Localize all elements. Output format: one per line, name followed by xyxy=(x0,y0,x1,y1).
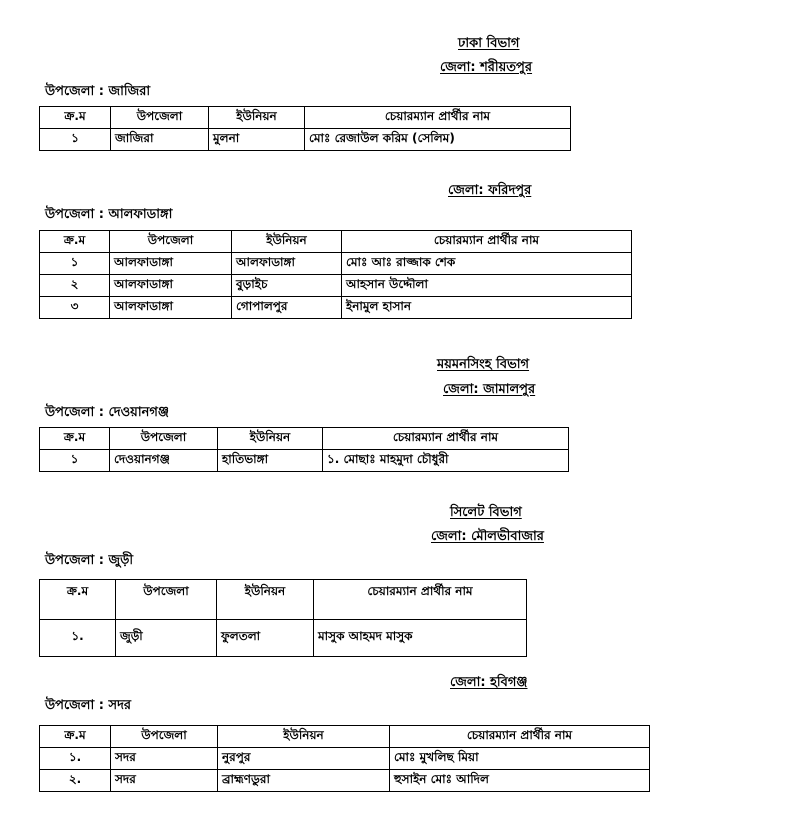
district-heading-shariatpur: জেলা: শরীয়তপুর xyxy=(440,60,533,75)
cell-candidate: হুসাইন মোঃ আদিল xyxy=(390,770,650,792)
table-header-row xyxy=(40,428,569,450)
upazila-label-dewanganj: উপজেলা : দেওয়ানগঞ্জ xyxy=(45,405,169,420)
cell-upazila: সদর xyxy=(111,770,218,792)
cell-candidate: আহসান উদ্দৌলা xyxy=(342,275,632,297)
cell-union: মুলনা xyxy=(209,129,305,151)
cell-candidate: ১. মোছাঃ মাহমুদা চৌধুরী xyxy=(323,450,569,472)
cell-union: ফুলতলা xyxy=(217,620,314,657)
header-union: ইউনিয়ন xyxy=(218,428,323,450)
upazila-label-juri: উপজেলা : জুড়ী xyxy=(45,553,134,568)
cell-union: গোপালপুর xyxy=(232,297,342,319)
cell-union: ব্রাহ্মণডুরা xyxy=(218,770,390,792)
header-upazila: উপজেলা xyxy=(110,428,218,450)
table-row xyxy=(40,297,632,319)
candidate-table-juri xyxy=(39,579,527,657)
cell-candidate: মোঃ রেজাউল করিম (সেলিম) xyxy=(305,129,571,151)
cell-candidate: মাসুক আহমদ মাসুক xyxy=(314,620,527,657)
cell-upazila: জাজিরা xyxy=(111,129,209,151)
cell-candidate: ইনামুল হাসান xyxy=(342,297,632,319)
district-heading-habiganj: জেলা: হবিগঞ্জ xyxy=(450,675,528,690)
cell-upazila: আলফাডাঙ্গা xyxy=(110,253,232,275)
cell-union: হাতিভাঙ্গা xyxy=(218,450,323,472)
header-serial: ক্র.ম xyxy=(40,231,110,253)
cell-upazila: আলফাডাঙ্গা xyxy=(110,275,232,297)
cell-union: বুড়াইচ xyxy=(232,275,342,297)
header-upazila: উপজেলা xyxy=(111,726,218,748)
table-row xyxy=(40,770,650,792)
header-serial: ক্র.ম xyxy=(40,726,111,748)
table-header-row xyxy=(40,580,527,620)
division-heading-dhaka: ঢাকা বিভাগ xyxy=(458,36,520,51)
header-serial: ক্র.ম xyxy=(40,107,111,129)
header-union: ইউনিয়ন xyxy=(209,107,305,129)
cell-upazila: জুড়ী xyxy=(116,620,217,657)
header-serial: ক্র.ম xyxy=(40,580,116,620)
cell-union: আলফাডাঙ্গা xyxy=(232,253,342,275)
upazila-label-alfadanga: উপজেলা : আলফাডাঙ্গা xyxy=(45,207,173,222)
cell-candidate: মোঃ আঃ রাজ্জাক শেক xyxy=(342,253,632,275)
table-header-row xyxy=(40,231,632,253)
candidate-table-sadar xyxy=(39,725,650,792)
table-row xyxy=(40,620,527,657)
candidate-table-dewanganj xyxy=(39,427,569,472)
table-header-row xyxy=(40,726,650,748)
division-heading-sylhet: সিলেট বিভাগ xyxy=(450,505,522,520)
upazila-label-jajira: উপজেলা : জাজিরা xyxy=(45,84,151,99)
district-heading-moulvibazar: জেলা: মৌলভীবাজার xyxy=(431,529,544,544)
header-union: ইউনিয়ন xyxy=(232,231,342,253)
table-row xyxy=(40,129,571,151)
district-heading-jamalpur: জেলা: জামালপুর xyxy=(443,382,536,397)
district-heading-faridpur: জেলা: ফরিদপুর xyxy=(448,183,532,198)
header-union: ইউনিয়ন xyxy=(217,580,314,620)
cell-serial: ১ xyxy=(40,253,110,275)
cell-serial: ৩ xyxy=(40,297,110,319)
cell-serial: ১. xyxy=(40,748,111,770)
header-candidate: চেয়ারম্যান প্রার্থীর নাম xyxy=(323,428,569,450)
table-row xyxy=(40,253,632,275)
cell-upazila: সদর xyxy=(111,748,218,770)
candidate-table-alfadanga xyxy=(39,230,632,319)
table-row xyxy=(40,275,632,297)
header-serial: ক্র.ম xyxy=(40,428,110,450)
cell-serial: ১ xyxy=(40,450,110,472)
header-upazila: উপজেলা xyxy=(110,231,232,253)
cell-serial: ১. xyxy=(40,620,116,657)
cell-serial: ১ xyxy=(40,129,111,151)
header-upazila: উপজেলা xyxy=(111,107,209,129)
cell-union: নুরপুর xyxy=(218,748,390,770)
table-header-row xyxy=(40,107,571,129)
header-upazila: উপজেলা xyxy=(116,580,217,620)
table-row xyxy=(40,450,569,472)
cell-serial: ২. xyxy=(40,770,111,792)
header-candidate: চেয়ারম্যান প্রার্থীর নাম xyxy=(305,107,571,129)
cell-upazila: আলফাডাঙ্গা xyxy=(110,297,232,319)
header-union: ইউনিয়ন xyxy=(218,726,390,748)
cell-serial: ২ xyxy=(40,275,110,297)
header-candidate: চেয়ারম্যান প্রার্থীর নাম xyxy=(390,726,650,748)
cell-upazila: দেওয়ানগঞ্জ xyxy=(110,450,218,472)
header-candidate: চেয়ারম্যান প্রার্থীর নাম xyxy=(342,231,632,253)
header-candidate: চেয়ারম্যান প্রার্থীর নাম xyxy=(314,580,527,620)
cell-candidate: মোঃ মুখলিছ মিয়া xyxy=(390,748,650,770)
table-row xyxy=(40,748,650,770)
candidate-table-jajira xyxy=(39,106,571,151)
upazila-label-sadar: উপজেলা : সদর xyxy=(45,698,132,713)
division-heading-mymensingh: ময়মনসিংহ বিভাগ xyxy=(437,357,530,372)
